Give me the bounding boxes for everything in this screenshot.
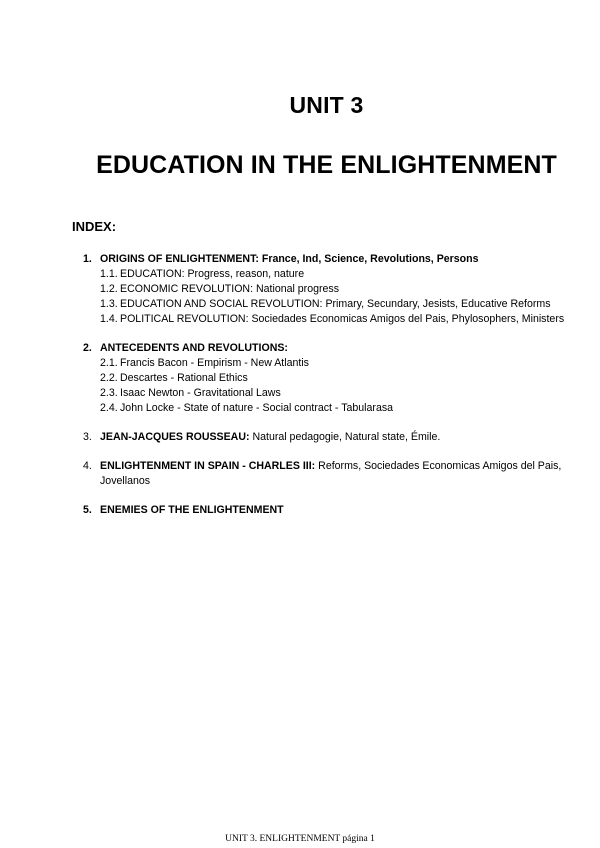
subitem-text: National progress [253,283,340,295]
subitem-number: 1.3. [100,298,118,310]
index-item-title: ENLIGHTENMENT IN SPAIN - CHARLES III: [100,460,316,472]
subitem-number: 2.3. [100,387,118,399]
index-item-number: 1. [83,253,92,265]
index-item-title: JEAN-JACQUES ROUSSEAU: [100,431,250,443]
subitem-text: Sociedades Economicas Amigos del Pais, Phylosophers, Ministers [248,313,565,325]
subitem-number: 2.4. [100,402,118,414]
unit-title: UNIT 3 [289,92,364,118]
page-footer: UNIT 3. ENLIGHTENMENT página 1 [225,834,375,844]
main-title: EDUCATION IN THE ENLIGHTENMENT [96,151,557,179]
subitem-label: ECONOMIC REVOLUTION: [120,283,254,295]
subitem-label: EDUCATION: [120,268,185,280]
index-item-number: 2. [83,342,92,354]
subitem-text: Primary, Secundary, Jesists, Educative Reforms [322,298,551,310]
index-item-title: ANTECEDENTS AND REVOLUTIONS: [100,342,288,354]
subitem-text: Descartes - Rational Ethics [120,372,248,384]
index-item-text: Reforms, Sociedades Economicas Amigos del Pais, [315,460,562,472]
index-heading: INDEX: [72,219,117,234]
subitem-text: Isaac Newton - Gravitational Laws [120,387,281,399]
index-item-title: ENEMIES OF THE ENLIGHTENMENT [100,504,284,516]
subitem-text: Francis Bacon - Empirism - New Atlantis [120,357,309,369]
subitem-text: John Locke - State of nature - Social contract - Tabularasa [120,402,394,414]
index-item-number: 5. [83,504,92,516]
subitem-text: Progress, reason, nature [184,268,305,280]
subitem-number: 1.1. [100,268,118,280]
index-item-title: ORIGINS OF ENLIGHTENMENT: France, Ind, Science, Revolutions, Persons [100,253,479,265]
subitem-label: POLITICAL REVOLUTION: [120,313,249,325]
subitem-number: 2.2. [100,372,118,384]
subitem-label: EDUCATION AND SOCIAL REVOLUTION: [120,298,323,310]
subitem-number: 1.4. [100,313,118,325]
subitem-number: 2.1. [100,357,118,369]
index-item-number: 3. [83,431,92,443]
index-item-continuation: Jovellanos [100,475,151,487]
index-item-number: 4. [83,460,92,472]
subitem-number: 1.2. [100,283,118,295]
index-item-text: Natural pedagogie, Natural state, Émile. [249,431,441,443]
